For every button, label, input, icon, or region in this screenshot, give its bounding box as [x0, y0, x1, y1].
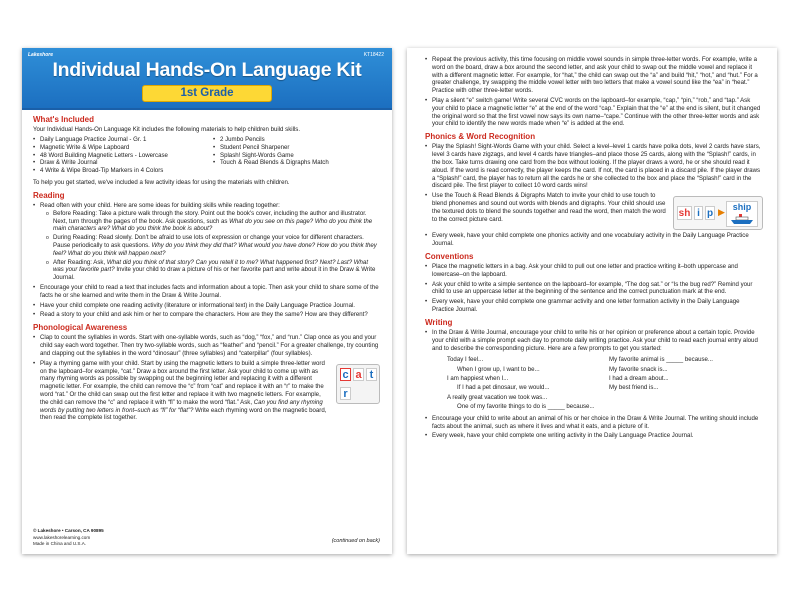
- materials-list: [33, 136, 380, 175]
- intro-list: [425, 56, 763, 128]
- back-card: [407, 48, 777, 554]
- writing-prompts: [447, 356, 763, 410]
- writing-list: [425, 329, 763, 352]
- material-item: • 4 Write & Wipe Broad-Tip Markers in 4 Colors: [33, 167, 213, 175]
- prompt-item: A really great vacation we took was...: [447, 393, 548, 401]
- writing-list-2: [425, 415, 763, 440]
- continued-note: (continued on back): [331, 537, 380, 544]
- list-item: o After Reading: Ask, What did you think of that story? Can you retell it to me? What happened first? Next? Last? What was your favorite part? Invite your child to draw a picture of his or her favorite part and write about it in the Draw & Write Journal.: [46, 259, 380, 282]
- list-item: • Play the Splash! Sight-Words Game with your child. Select a level–level 1 cards have polka dots, level 2 cards have stars, level 3 cards have zigzags, and level 4 cards have triangles–and place those 25 cards, along with the “Splash!” cards, in the box. Take turns drawing one card from the box without looking. If the player draws a word, he or she should read it aloud. If the word is read correctly, the player keeps the card. If not, the card is placed in a discard pile. If the player draws a “Splash!” card, the player has to return all the cards he or she collected to the box and place the “Splash!” card in the discard pile. The first player to collect 10 word cards wins!: [425, 143, 763, 190]
- list-item: • Play a rhyming game with your child. Start by using the magnetic letters to build a simple three-letter word on the lapboard–for example, “cat.” Draw a box around the first letter. Ask your child to come up with as many rhyming words as possible by swapping out the beginning letter and replacing it with a different magnetic letter. For example, the child can remove the “c” from “cat” and replace it with an “r” to make the word “rat.” Or the child can swap out the first letter and replace it with two magnetic letters. For example, the child can remove the “c” and replace it with “fl” to make the word “flat.” Ask, Can you find any rhyming words by putting two letters in front–such as “fl” for “flat”? Write each rhyming word on the magnetic board, then read the complete list together. c a t r: [33, 360, 380, 422]
- letter-tile: r: [340, 387, 351, 400]
- picture-card: [726, 201, 758, 227]
- front-content: [22, 110, 392, 422]
- material-item: • 48 Word Building Magnetic Letters - Lowercase: [33, 152, 213, 160]
- letter-tile: a: [353, 368, 364, 381]
- list-item: • Encourage your child to write about an animal of his or her choice in the Draw & Write Journal. The writing should include facts about the animal, such as where it lives and what it eats, and a picture of it.: [425, 415, 763, 431]
- list-item: • Clap to count the syllables in words. Start with one-syllable words, such as “dog,” “fox,” and “run.” Clap once as you and your child say each word together. Then try two-syllable words, such as “feather” and “pencil.” For a greater challenge, try counting and clapping out the syllables in the word “dinosaur” (three syllables) and “caterpillar” (four syllables).: [33, 334, 380, 357]
- grade-badge: 1st Grade: [142, 85, 272, 102]
- prompt-item: I had a dream about...: [609, 375, 669, 383]
- ship-icon: [730, 213, 754, 225]
- letter-tile: sh: [678, 208, 691, 220]
- material-item: • Magnetic Write & Wipe Lapboard: [33, 144, 213, 152]
- conventions-heading: Conventions: [425, 251, 474, 261]
- reading-heading: Reading: [33, 190, 65, 200]
- letter-tile: t: [366, 368, 377, 381]
- phonics-list: [425, 143, 763, 247]
- included-intro: Your Individual Hands-On Language Kit includes the following materials to help children build skills.: [33, 126, 301, 134]
- list-item: • Encourage your child to read a text that includes facts and information about a topic. Then ask your child to share some of the facts he or she learned and write them in the Draw & Write Journal.: [33, 284, 380, 300]
- included-heading: What's Included: [33, 115, 95, 124]
- material-item: • Daily Language Practice Journal - Gr. 1: [33, 136, 213, 144]
- prompt-item: I am happiest when I...: [447, 375, 509, 383]
- list-item: • Every week, have your child complete one phonics activity and one vocabulary activity in the Daily Language Practice Journal.: [425, 232, 763, 248]
- list-item: • Use the Touch & Read Blends & Digraphs Match to invite your child to use touch to blend phonemes and sound out words with blends and digraphs. Your child should use the textured dots to blend the sounds together and read the word, then match the word to the correct picture card. sh i p ▶ ship: [425, 192, 763, 230]
- material-item: • Touch & Read Blends & Digraphs Match: [213, 159, 380, 167]
- picture-card-word: ship: [732, 202, 752, 213]
- list-item: • Repeat the previous activity, this time focusing on middle vowel sounds in simple three-letter words. For example, write a word on the board, draw a box around the second letter, and ask your child to swap out the middle vowel and replace it with a different magnetic letter. For example, for “hat,” the child can swap out the “a” and build “hit,” “hot,” and “hut.” For a greater challenge, try swapping the middle vowel letter with two letters that make a vowel sound like the “ea” in “heat.” Practice with other three-letter words.: [425, 56, 763, 95]
- phono-list: [33, 334, 380, 422]
- letter-tile: p: [706, 208, 714, 220]
- footer-logo: © Lakeshore • Carson, CA 90895: [33, 528, 104, 534]
- prompt-item: If I had a pet dinosaur, we would...: [457, 384, 550, 392]
- letter-tile: c: [340, 368, 351, 381]
- cat-lapboard-image: [336, 364, 380, 404]
- brand-logo: Lakeshore: [28, 52, 54, 58]
- list-item: • Play a silent “e” switch game! Write several CVC words on the lapboard–for example, “cap,” “pin,” “rob,” and “tap.” Ask your child to place a magnetic letter “e” at the end of the word “cap.” Explain that the “e” at the end is silent, but it changed the original word so that the first vowel now says its own name–“cape.” Continue with the other three-letter words and ask your child to identify the new words made when “e” is added at the end.: [425, 97, 763, 128]
- list-item: o Before Reading: Take a picture walk through the story. Point out the book's cover, including the author and illustrator. Next, turn through the pages of the book. Ask questions, such as What do you see on this page? Who do you think the main characters are? What do you think the book is about?: [46, 210, 380, 233]
- front-card: [22, 48, 392, 554]
- footer-made: Made in China and U.S.A.: [33, 540, 87, 546]
- list-item: • Read a story to your child and ask him or her to compare the characters. How are they the same? How are they different?: [33, 311, 380, 319]
- list-item: • Ask your child to write a simple sentence on the lapboard–for example, “The dog sat.” or “Is the bug red?” Remind your child to use an uppercase letter at the beginning of the sentence and the correct punctuation mark at the end.: [425, 281, 763, 297]
- prompt-item: Today I feel...: [447, 356, 484, 364]
- ship-match-image: [673, 196, 763, 230]
- included-outro: To help you get started, we've included a few activity ideas for using the materials with children.: [33, 179, 290, 187]
- prompt-item: When I grow up, I want to be...: [457, 365, 540, 373]
- material-item: • Draw & Write Journal: [33, 159, 213, 167]
- page-title: Individual Hands-On Language Kit: [52, 59, 362, 81]
- footer: [33, 528, 104, 547]
- prompt-item: My favorite snack is...: [609, 365, 668, 373]
- product-code: KT18422: [363, 52, 384, 58]
- prompt-item: One of my favorite things to do is _____ because...: [457, 402, 595, 410]
- phono-heading: Phonological Awareness: [33, 323, 128, 333]
- phonics-heading: Phonics & Word Recognition: [425, 132, 536, 142]
- prompt-item: My best friend is...: [609, 384, 659, 392]
- material-item: • Splash! Sight-Words Game: [213, 152, 380, 160]
- list-item: • Every week, have your child complete one grammar activity and one letter formation activity in the Daily Language Practice Journal.: [425, 298, 763, 314]
- footer-url: www.lakeshorelearning.com: [33, 534, 91, 540]
- list-item: o During Reading: Read slowly. Don't be afraid to use lots of expression or change your voice for different characters. Pause periodically to ask questions. Why do you think they did that? What would you have done? How do you think they feel? What do you think will happen next?: [46, 234, 380, 257]
- list-item: • Place the magnetic letters in a bag. Ask your child to pull out one letter and practice writing it–both uppercase and lowercase–on the lapboard.: [425, 263, 763, 279]
- material-item: • 2 Jumbo Pencils: [213, 136, 380, 144]
- writing-heading: Writing: [425, 317, 453, 327]
- material-item: • Student Pencil Sharpener: [213, 144, 380, 152]
- header-banner: [22, 48, 392, 110]
- list-item: • In the Draw & Write Journal, encourage your child to write his or her opinion or preference about a certain topic. Provide your child with a simple prompt each day to promote daily writing practice. Ask your child to read each journal entry aloud and to describe the corresponding picture. Here are a few prompts to get you started:: [425, 329, 763, 352]
- list-item: • Read often with your child. Here are some ideas for building skills while reading together: o Before Reading: Take a picture walk through the story. Point out the book's cover, including the author and illustrator. Next, turn through the pages of the book. Ask questions, such as What do you see on this page? Who do you think the main characters are? What do you think the book is about? o During Reading: Read slowly. Don't be afraid to use lots of expression or change your voice for different characters. Pause periodically to ask questions. Why do you think they did that? What would you have done? How do you think they feel? What do you think will happen next? o After Reading: Ask, What did you think of that story? Can you retell it to me? What happened first? Next? Last? What was your favorite part? Invite your child to draw a picture of his or her favorite part and write about it in the Draw & Write Journal.: [33, 202, 380, 282]
- list-item: • Have your child complete one reading activity (literature or informational text) in the Daily Language Practice Journal.: [33, 302, 380, 310]
- arrow-icon: ▶: [718, 207, 725, 218]
- prompt-item: My favorite animal is _____ because...: [609, 356, 713, 364]
- list-item: • Every week, have your child complete one writing activity in the Daily Language Practice Journal.: [425, 432, 763, 440]
- reading-list: [33, 202, 380, 319]
- letter-tile: i: [694, 206, 703, 220]
- conventions-list: [425, 263, 763, 314]
